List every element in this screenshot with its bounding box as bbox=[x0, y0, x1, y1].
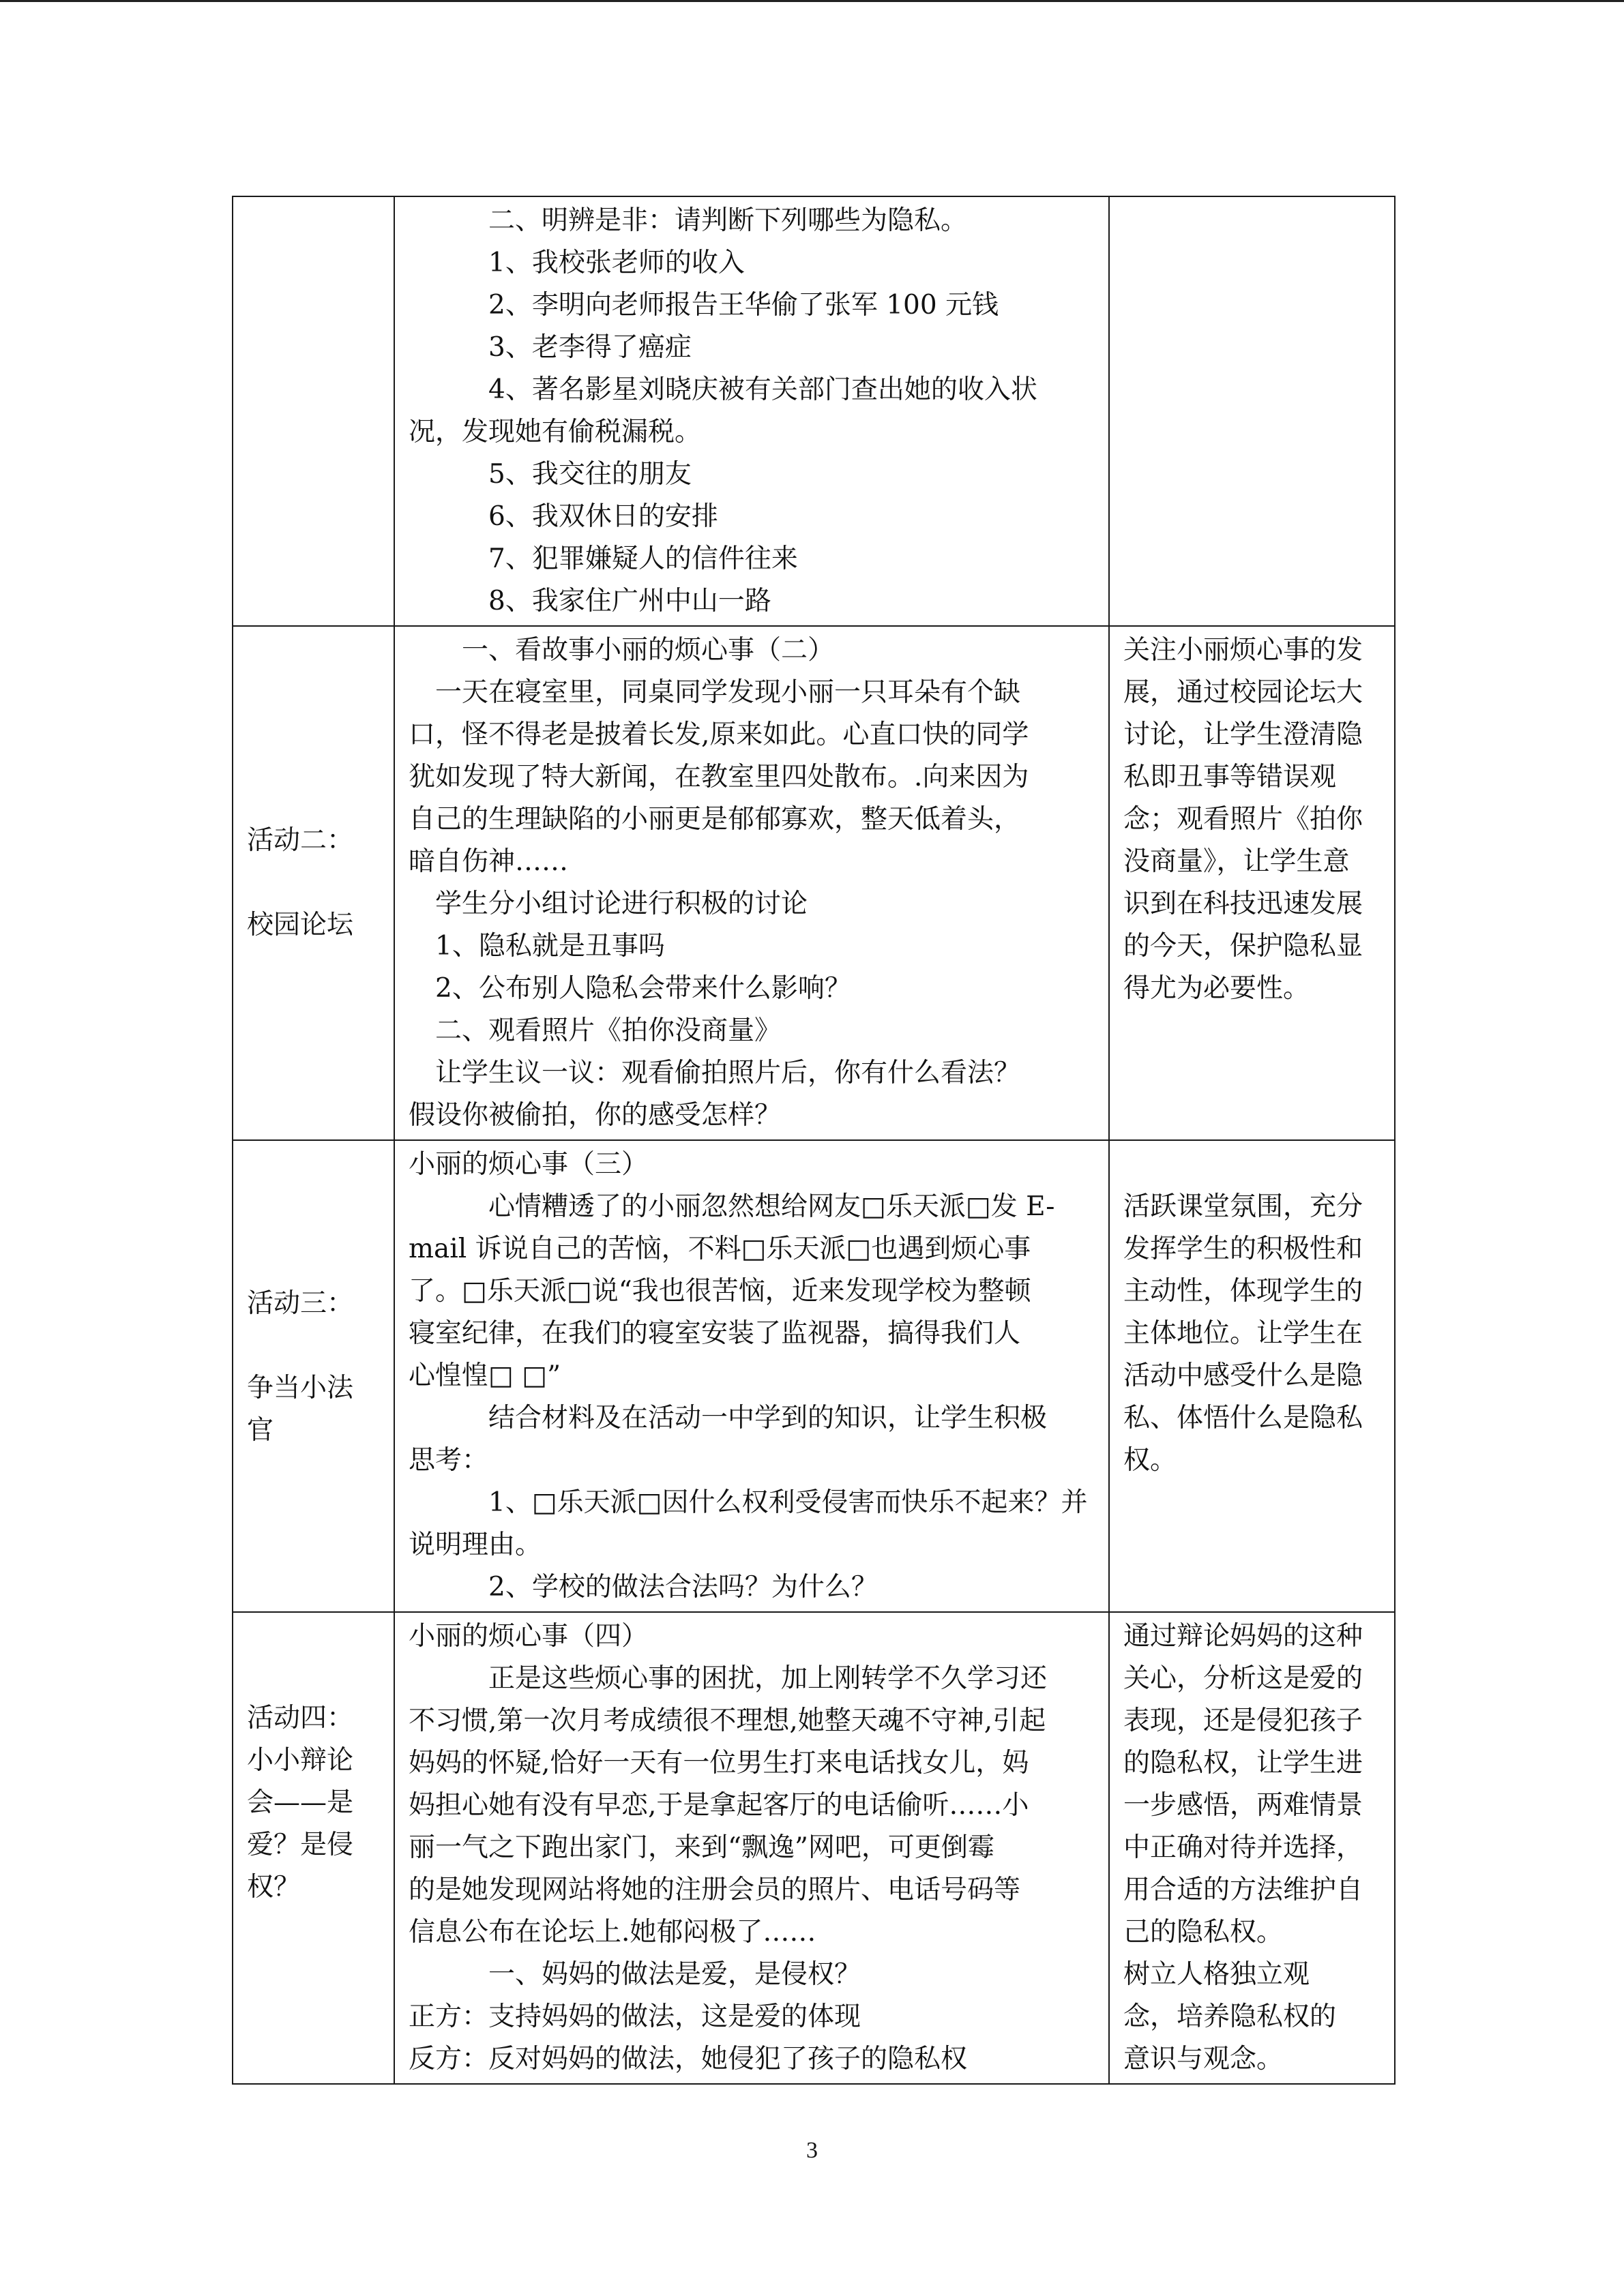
note-line: 己的隐私权。 bbox=[1123, 1917, 1284, 1948]
content-line: 不习惯,第一次月考成绩很不理想,她整天魂不守神,引起 bbox=[409, 1705, 1046, 1736]
table-row bbox=[233, 1140, 1395, 1612]
content-line: 让学生议一议：观看偷拍照片后，你有什么看法？ bbox=[435, 1058, 1021, 1088]
note-line: 活动中感受什么是隐 bbox=[1123, 1360, 1363, 1391]
content-cell bbox=[394, 1140, 1109, 1612]
note-line: 的今天，保护隐私显 bbox=[1123, 931, 1363, 961]
content-line: 了。□乐天派□说“我也很苦恼，近来发现学校为整顿 bbox=[409, 1276, 1031, 1307]
note-line: 权。 bbox=[1123, 1445, 1177, 1476]
content-line: 小丽的烦心事（三） bbox=[409, 1149, 649, 1180]
content-line: 妈担心她有没有早恋,于是拿起客厅的电话偷听……小 bbox=[409, 1790, 1029, 1821]
content-line: 二、观看照片《拍你没商量》 bbox=[435, 1015, 782, 1046]
activity-label-line: 官 bbox=[247, 1415, 274, 1446]
activity-label-line: 爱？是侵 bbox=[247, 1830, 354, 1860]
note-line: 意识与观念。 bbox=[1123, 2044, 1284, 2074]
content-line: 丽一气之下跑出家门，来到“飘逸”网吧，可更倒霉 bbox=[409, 1832, 994, 1863]
content-line: 一、妈妈的做法是爱，是侵权？ bbox=[488, 1959, 861, 1990]
note-line: 用合适的方法维护自 bbox=[1123, 1875, 1363, 1905]
note-line: 讨论，让学生澄清隐 bbox=[1123, 719, 1363, 750]
activity-label-cell bbox=[233, 1612, 394, 2084]
content-line: 思考： bbox=[409, 1445, 489, 1476]
note-line: 念；观看照片《拍你 bbox=[1123, 804, 1363, 835]
table-row bbox=[233, 626, 1395, 1140]
content-cell bbox=[394, 196, 1109, 626]
note-line: 念，培养隐私权的 bbox=[1123, 2001, 1337, 2032]
activity-label-line: 校园论坛 bbox=[247, 910, 354, 940]
page-number: 3 bbox=[806, 2138, 818, 2163]
note-line: 私即丑事等错误观 bbox=[1123, 762, 1337, 792]
table-row bbox=[233, 196, 1395, 626]
note-line: 关注小丽烦心事的发 bbox=[1123, 635, 1363, 666]
content-line: 1、隐私就是丑事吗 bbox=[435, 931, 665, 961]
note-line: 树立人格独立观 bbox=[1123, 1959, 1310, 1990]
content-line: 4、著名影星刘晓庆被有关部门查出她的收入状 bbox=[488, 374, 1037, 405]
note-line: 表现，还是侵犯孩子 bbox=[1123, 1705, 1363, 1736]
content-line: 自己的生理缺陷的小丽更是郁郁寡欢，整天低着头， bbox=[409, 804, 1021, 835]
activity-label-line: 小小辩论 bbox=[247, 1745, 354, 1776]
content-line: 2、公布别人隐私会带来什么影响？ bbox=[435, 973, 851, 1004]
note-line: 主动性，体现学生的 bbox=[1123, 1276, 1363, 1307]
content-line: 3、老李得了癌症 bbox=[488, 332, 692, 363]
content-cell bbox=[394, 1612, 1109, 2084]
content-line: 妈妈的怀疑,恰好一天有一位男生打来电话找女儿，妈 bbox=[409, 1748, 1029, 1778]
note-line: 识到在科技迅速发展 bbox=[1123, 889, 1363, 919]
content-line: 况，发现她有偷税漏税。 bbox=[409, 417, 702, 447]
content-line: 暗自伤神…… bbox=[409, 846, 569, 877]
lesson-plan-table bbox=[232, 196, 1396, 2085]
activity-label-line: 争当小法 bbox=[247, 1373, 354, 1403]
content-line: 二、明辨是非：请判断下列哪些为隐私。 bbox=[488, 205, 968, 236]
note-line: 没商量》，让学生意 bbox=[1123, 846, 1350, 877]
note-line: 发挥学生的积极性和 bbox=[1123, 1234, 1363, 1264]
note-cell bbox=[1109, 1612, 1395, 2084]
note-line: 一步感悟，两难情景 bbox=[1123, 1790, 1363, 1821]
content-line: 寝室纪律，在我们的寝室安装了监视器，搞得我们人 bbox=[409, 1318, 1021, 1349]
content-line: 8、我家住广州中山一路 bbox=[488, 586, 771, 616]
content-line: 1、□乐天派□因什么权利受侵害而快乐不起来？并 bbox=[488, 1487, 1088, 1518]
note-line: 主体地位。让学生在 bbox=[1123, 1318, 1363, 1349]
note-line: 私、体悟什么是隐私 bbox=[1123, 1403, 1363, 1433]
note-line: 的隐私权，让学生进 bbox=[1123, 1748, 1363, 1778]
note-line: 关心，分析这是爱的 bbox=[1123, 1663, 1363, 1694]
content-line: 的是她发现网站将她的注册会员的照片、电话号码等 bbox=[409, 1875, 1021, 1905]
content-cell bbox=[394, 626, 1109, 1140]
content-line: 信息公布在论坛上.她郁闷极了…… bbox=[409, 1917, 816, 1948]
top-border-line bbox=[0, 0, 1624, 2]
content-line: 正方：支持妈妈的做法，这是爱的体现 bbox=[409, 2001, 861, 2032]
note-cell bbox=[1109, 1140, 1395, 1612]
note-cell bbox=[1109, 196, 1395, 626]
activity-label-cell bbox=[233, 626, 394, 1140]
content-line: 小丽的烦心事（四） bbox=[409, 1621, 649, 1652]
content-line: 学生分小组讨论进行积极的讨论 bbox=[435, 889, 808, 919]
content-line: 说明理由。 bbox=[409, 1530, 542, 1560]
activity-label-cell bbox=[233, 196, 394, 626]
content-line: 5、我交往的朋友 bbox=[488, 459, 692, 490]
note-line: 通过辩论妈妈的这种 bbox=[1123, 1621, 1363, 1652]
note-line: 展，通过校园论坛大 bbox=[1123, 677, 1363, 708]
note-line: 活跃课堂氛围，充分 bbox=[1123, 1191, 1363, 1222]
activity-label-line: 活动二： bbox=[247, 825, 354, 856]
content-line: 反方：反对妈妈的做法，她侵犯了孩子的隐私权 bbox=[409, 2044, 968, 2074]
note-line: 中正确对待并选择， bbox=[1123, 1832, 1363, 1863]
note-line: 得尤为必要性。 bbox=[1123, 973, 1310, 1004]
activity-label-line: 权？ bbox=[247, 1872, 301, 1903]
content-line: 2、李明向老师报告王华偷了张军 100 元钱 bbox=[488, 290, 999, 320]
content-line: 假设你被偷拍，你的感受怎样？ bbox=[409, 1100, 782, 1131]
content-line: 口，怪不得老是披着长发,原来如此。心直口快的同学 bbox=[409, 719, 1029, 750]
content-line: 犹如发现了特大新闻，在教室里四处散布。.向来因为 bbox=[409, 762, 1029, 792]
content-line: 结合材料及在活动一中学到的知识，让学生积极 bbox=[488, 1403, 1048, 1433]
content-line: 心惶惶□ □” bbox=[409, 1360, 561, 1391]
activity-label-cell bbox=[233, 1140, 394, 1612]
content-line: 2、学校的做法合法吗？为什么？ bbox=[488, 1572, 878, 1602]
content-line: 一、看故事小丽的烦心事（二） bbox=[462, 635, 835, 666]
content-line: 1、我校张老师的收入 bbox=[488, 248, 745, 278]
table-row bbox=[233, 1612, 1395, 2084]
content-line: 7、犯罪嫌疑人的信件往来 bbox=[488, 543, 798, 574]
activity-label-line: 活动三： bbox=[247, 1288, 354, 1319]
content-line: 6、我双休日的安排 bbox=[488, 501, 718, 532]
activity-label-line: 会——是 bbox=[247, 1787, 354, 1818]
activity-label-line: 活动四： bbox=[247, 1703, 354, 1733]
content-line: 一天在寝室里，同桌同学发现小丽一只耳朵有个缺 bbox=[435, 677, 1021, 708]
content-line: 心情糟透了的小丽忽然想给网友□乐天派□发 E- bbox=[488, 1191, 1055, 1222]
content-line: 正是这些烦心事的困扰，加上刚转学不久学习还 bbox=[488, 1663, 1048, 1694]
content-line: mail 诉说自己的苦恼，不料□乐天派□也遇到烦心事 bbox=[409, 1234, 1031, 1264]
note-cell bbox=[1109, 626, 1395, 1140]
